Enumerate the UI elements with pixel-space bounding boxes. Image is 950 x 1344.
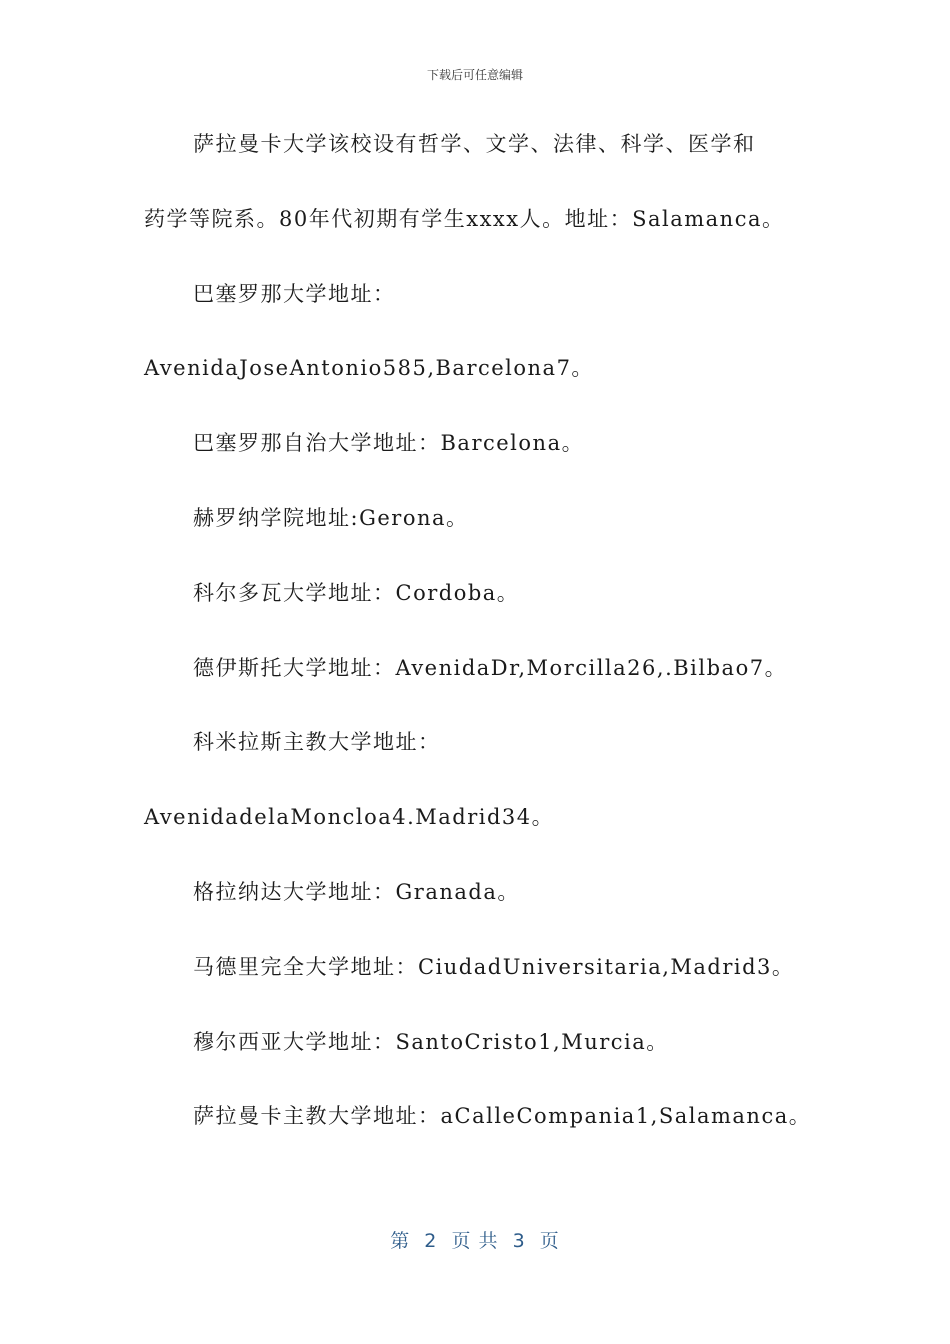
paragraph-line: 萨拉曼卡大学该校设有哲学、文学、法律、科学、医学和	[193, 132, 756, 156]
page-header: 下载后可任意编辑	[426, 68, 523, 82]
paragraph-line: 德伊斯托大学地址：AvenidaDr,Morcilla26,.Bilbao7。	[193, 655, 788, 680]
paragraph-line: 格拉纳达大学地址：Granada。	[193, 879, 520, 904]
paragraph-line: 科尔多瓦大学地址：Cordoba。	[193, 580, 520, 605]
paragraph-line: AvenidaJoseAntonio585,Barcelona7。	[144, 356, 594, 381]
paragraph-line: AvenidadelaMoncloa4.Madrid34。	[144, 805, 555, 830]
paragraph-line: 马德里完全大学地址：CiudadUniversitaria,Madrid3。	[193, 954, 795, 979]
page-number: 第 2 页 共 3 页	[390, 1230, 560, 1252]
page-footer	[0, 1226, 950, 1253]
paragraph-line: 萨拉曼卡主教大学地址：aCalleCompania1,Salamanca。	[193, 1104, 812, 1129]
paragraph-line: 穆尔西亚大学地址：SantoCristo1,Murcia。	[193, 1029, 669, 1054]
paragraph-line: 科米拉斯主教大学地址：	[193, 730, 441, 755]
paragraph-line: 赫罗纳学院地址:Gerona。	[193, 505, 469, 530]
document-body	[144, 126, 824, 1173]
paragraph-line: 巴塞罗那大学地址：	[193, 281, 396, 306]
paragraph-line: 巴塞罗那自治大学地址：Barcelona。	[193, 431, 585, 456]
paragraph-line: 药学等院系。80年代初期有学生xxxx人。地址：Salamanca。	[144, 206, 785, 231]
